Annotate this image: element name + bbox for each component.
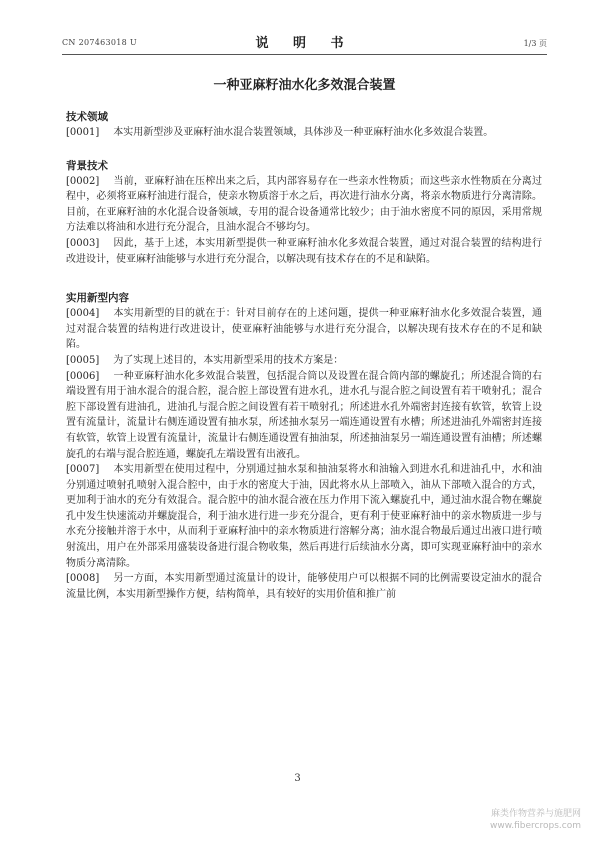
page-header [62, 32, 547, 52]
paragraph-text: 另一方面，本实用新型通过流量计的设计，能够使用户可以根据不同的比例需要设定油水的混合流量比例，本实用新型操作方便，结构简单，具有较好的实用价值和推广前 [66, 573, 542, 600]
section-heading-content: 实用新型内容 [66, 292, 129, 305]
paragraph-0007 [66, 462, 542, 571]
document-title: 一种亚麻籽油水化多效混合装置 [213, 78, 396, 93]
page-indicator: 1/3 页 [523, 39, 547, 48]
paragraph-0008 [66, 571, 542, 602]
paragraph-number: [0003] [66, 237, 100, 249]
document-body [66, 110, 542, 602]
paragraph-text: 一种亚麻籽油水化多效混合装置，包括混合筒以及设置在混合筒内部的螺旋孔；所述混合筒的右端设置有用于油水混合的混合腔，混合腔上部设置有进水孔，进水孔与混合腔之间设置有若干喷射孔；混合腔下部设置有进油孔，进油孔与混合腔之间设置有若干喷射孔；所述进水孔外端密封连接有软管，软管上设置有流量计，流量计右侧连通设置有抽水泵，所述抽水泵另一端连通设置有水槽；所述进油孔外端密封连接有软管，软管上设置有流量计，流量计右侧连通设置有抽油泵，所述抽油泵另一端连通设置有油槽；所述螺旋孔的右端与混合腔连通，螺旋孔左端设置有出液孔。 [66, 370, 542, 460]
paragraph-text: 为了实现上述目的，本实用新型采用的技术方案是： [113, 354, 344, 366]
document-type: 说 明 书 [255, 36, 354, 51]
paragraph-number: [0004] [66, 308, 100, 320]
paragraph-text: 本实用新型在使用过程中，分别通过抽水泵和抽油泵将水和油输入到进水孔和进油孔中，水和油分别通过喷射孔喷射入混合腔中，由于水的密度大于油，因此将水从上部喷入，油从下部喷入混合的方式，更加利于油水的充分有效混合。混合腔中的油水混合液在压力作用下流入螺旋孔中，通过油水混合物在螺旋孔中发生快速流动并螺旋混合，利于油水进行进一步充分混合，更有利于使亚麻籽油中的亲水物质进一步与水充分接触并溶于水中，从而利于亚麻籽油中的亲水物质进行溶解分离；油水混合物最后通过出液口进行喷射流出，用户在外部采用盛装设备进行混合物收集，然后再进行后续油水分离，即可实现亚麻籽油中的亲水物质分离清除。 [66, 464, 542, 569]
paragraph-0005 [66, 353, 542, 369]
paragraph-number: [0006] [66, 370, 100, 382]
patent-number: CN 207463018 U [62, 38, 137, 47]
paragraph-number: [0001] [66, 127, 100, 138]
header-divider [62, 54, 547, 55]
paragraph-text: 本实用新型的目的就在于：针对目前存在的上述问题，提供一种亚麻籽油水化多效混合装置，通过对混合装置的结构进行改进设计，使亚麻籽油能够与水进行充分混合，以解决现有技术存在的不足和缺陷。 [66, 308, 542, 351]
paragraph-number: [0008] [66, 573, 100, 585]
paragraph-0006 [66, 369, 542, 463]
watermark [490, 808, 581, 832]
paragraph-0001 [66, 125, 542, 141]
section-heading-background: 背景技术 [66, 159, 108, 172]
paragraph-number: [0002] [66, 175, 100, 187]
paragraph-0002 [66, 174, 542, 236]
paragraph-0004 [66, 306, 542, 353]
paragraph-text: 因此，基于上述，本实用新型提供一种亚麻籽油水化多效混合装置，通过对混合装置的结构进行改进设计，使亚麻籽油能够与水进行充分混合，以解决现有技术存在的不足和缺陷。 [66, 237, 542, 265]
watermark-site-name: 麻类作物营养与施肥网 [490, 809, 581, 819]
page-number: 3 [294, 773, 301, 784]
paragraph-text: 本实用新型涉及亚麻籽油水混合装置领域，具体涉及一种亚麻籽油水化多效混合装置。 [113, 127, 494, 138]
paragraph-text: 当前，亚麻籽油在压榨出来之后，其内部容易存在一些亲水性物质；而这些亲水性物质在分离过程中，必须将亚麻籽油进行混合，使亲水物质溶于水之后，再次进行油水分离，将亲水物质进行分离清除。目前，在亚麻籽油的水化混合设备领域，专用的混合设备通常比较少；由于油水密度不同的原因，采用常规方法难以将油和水进行充分混合，且油水混合不够均匀。 [66, 175, 542, 234]
watermark-url: www.fibercrops.com [490, 821, 581, 831]
section-heading-technical-field: 技术领域 [66, 111, 108, 123]
paragraph-number: [0005] [66, 354, 100, 366]
paragraph-0003 [66, 236, 542, 267]
paragraph-number: [0007] [66, 464, 100, 476]
